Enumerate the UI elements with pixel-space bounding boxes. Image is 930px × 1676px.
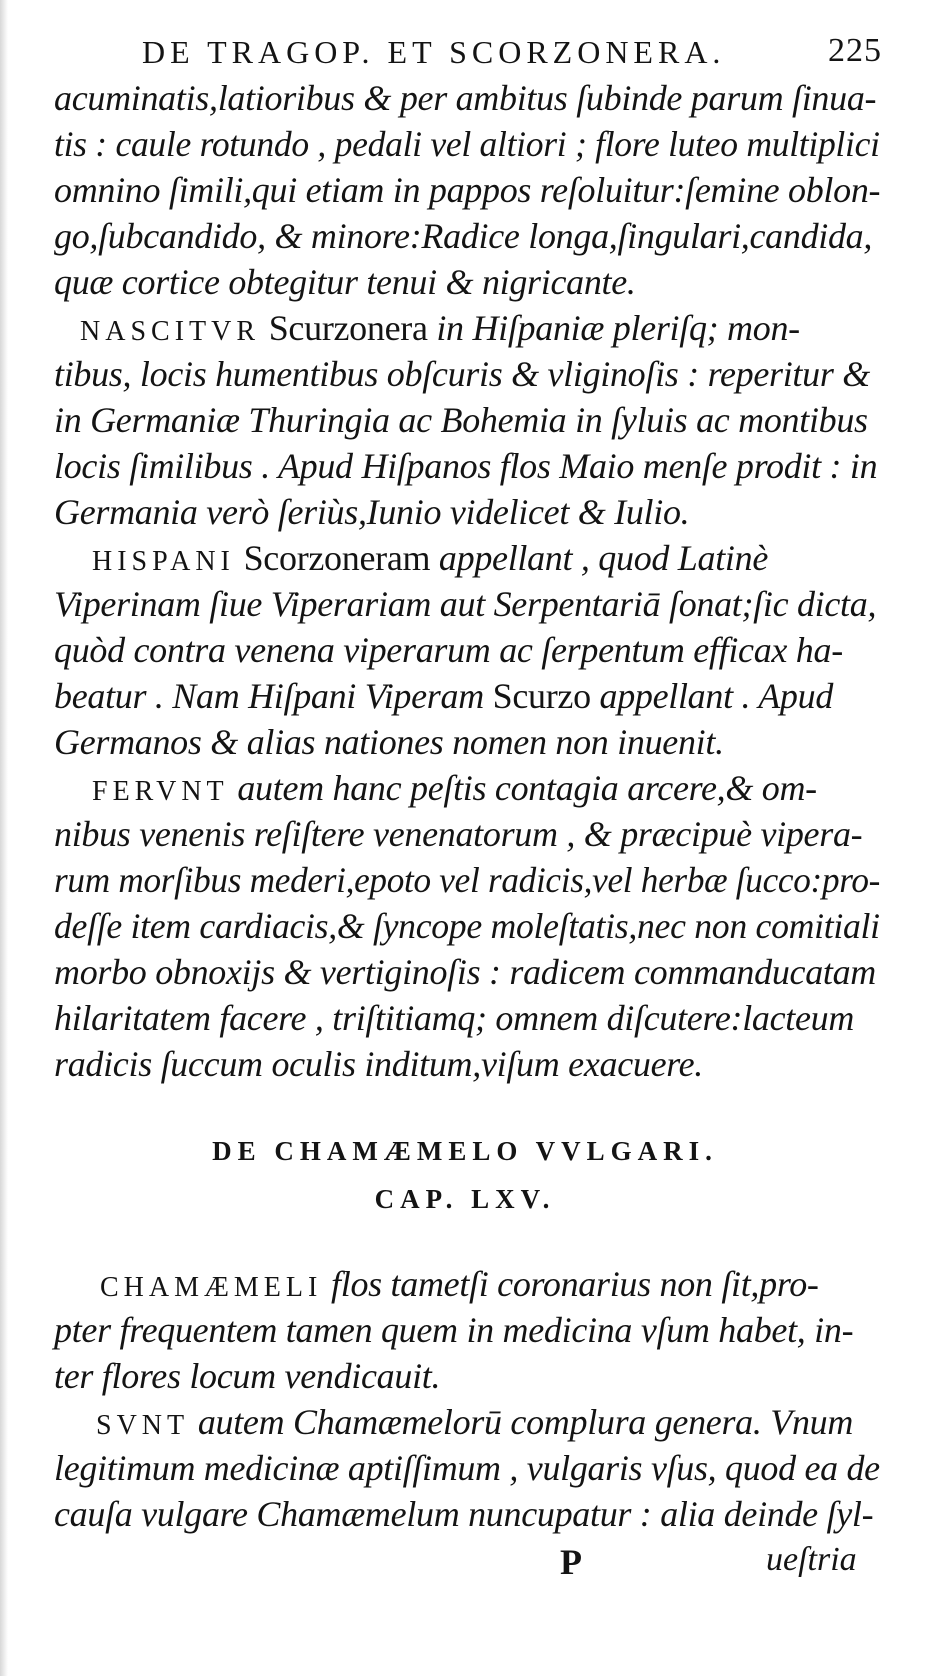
text-line: cauſa vulgare Chamæmelum nuncupatur : alia deinde ſyl- xyxy=(54,1494,874,1534)
text-line: in Germaniæ Thuringia ac Bohemia in ſyluis ac montibus xyxy=(54,400,868,440)
text-line: deſſe item cardiacis,& ſyncope moleſtatis,nec non comitiali xyxy=(54,906,880,946)
line-continuation: autem hanc peſtis contagia arcere,& om- xyxy=(228,768,817,808)
text-line: omnino ſimili,qui etiam in pappos reſoluitur:ſemine oblon- xyxy=(54,170,881,210)
line-continuation: autem Chamæmelorū complura genera. Vnum xyxy=(189,1402,854,1442)
text-line xyxy=(54,674,833,718)
chapter-title: DE CHAMÆMELO VVLGARI. xyxy=(212,1136,718,1166)
page-number: 225 xyxy=(828,32,882,69)
text-line: tis : caule rotundo , pedali vel altiori ; flore luteo multiplici xyxy=(54,124,880,164)
paragraph-first-line xyxy=(100,1262,819,1310)
chapter-number: CAP. LXV. xyxy=(374,1184,556,1214)
line-continuation: in Hiſpaniæ pleriſq; mon- xyxy=(427,308,800,348)
paragraph-lead-word: CHAMÆMELI xyxy=(100,1272,323,1303)
text-line: Viperinam ſiue Viperariam aut Serpentariā ſonat;ſic dicta, xyxy=(54,584,877,624)
text-line: nibus venenis reſiſtere venenatorum , & præcipuè vipera- xyxy=(54,814,863,854)
text-line: tibus, locis humentibus obſcuris & vliginoſis : reperitur & xyxy=(54,354,870,394)
running-title: DE TRAGOP. ET SCORZONERA. xyxy=(142,34,726,70)
paragraph-first-line xyxy=(92,536,768,584)
text-line: rum morſibus mederi,epoto vel radicis,vel herbæ ſucco:pro- xyxy=(54,860,881,900)
page-header xyxy=(142,28,882,76)
line-segment: appellant . Apud xyxy=(590,676,834,716)
paragraph-lead-word: SVNT xyxy=(96,1410,190,1441)
text-line: acuminatis,latioribus & per ambitus ſubinde parum ſinua- xyxy=(54,78,877,118)
roman-word: Scurzonera xyxy=(260,308,428,348)
paragraph-first-line xyxy=(96,1400,853,1448)
paragraph-lead-word: FERVNT xyxy=(92,776,229,807)
text-line: quæ cortice obtegitur tenui & nigricante. xyxy=(54,262,636,302)
text-line: Germania verò ſeriùs,Iunio videlicet & Iulio. xyxy=(54,492,690,532)
paragraph-lead-word: HISPANI xyxy=(92,546,235,577)
signature-mark: P xyxy=(560,1542,582,1582)
text-line: Germanos & alias nationes nomen non inuenit. xyxy=(54,722,724,762)
catchword: ueſtria xyxy=(766,1541,857,1578)
page-edge-shadow xyxy=(0,0,8,1676)
text-line: go,ſubcandido, & minore:Radice longa,ſingulari,candida, xyxy=(54,216,873,256)
roman-word: Scorzoneram xyxy=(234,538,431,578)
text-line: legitimum medicinæ aptiſſimum , vulgaris vſus, quod ea de xyxy=(54,1448,880,1488)
paragraph-first-line xyxy=(92,766,817,814)
paragraph-first-line xyxy=(80,306,800,354)
paragraph-lead-word: NASCITVR xyxy=(80,316,261,347)
roman-word: Scurzo xyxy=(483,676,591,716)
text-line: pter frequentem tamen quem in medicina vſum habet, in- xyxy=(54,1310,854,1350)
text-line: hilaritatem facere , triſtitiamq; omnem diſcutere:lacteum xyxy=(54,998,855,1038)
line-segment: beatur . Nam Hiſpani Viperam xyxy=(54,676,484,716)
text-line: radicis ſuccum oculis inditum,viſum exacuere. xyxy=(54,1044,704,1084)
text-line: ter flores locum vendicauit. xyxy=(54,1356,441,1396)
line-continuation: appellant , quod Latinè xyxy=(430,538,769,578)
text-line: locis ſimilibus . Apud Hiſpanos flos Maio menſe prodit : in xyxy=(54,446,878,486)
line-continuation: flos tametſi coronarius non ſit,pro- xyxy=(322,1264,819,1304)
text-line: quòd contra venena viperarum ac ſerpentum efficax ha- xyxy=(54,630,843,670)
text-line: morbo obnoxijs & vertiginoſis : radicem commanducatam xyxy=(54,952,876,992)
